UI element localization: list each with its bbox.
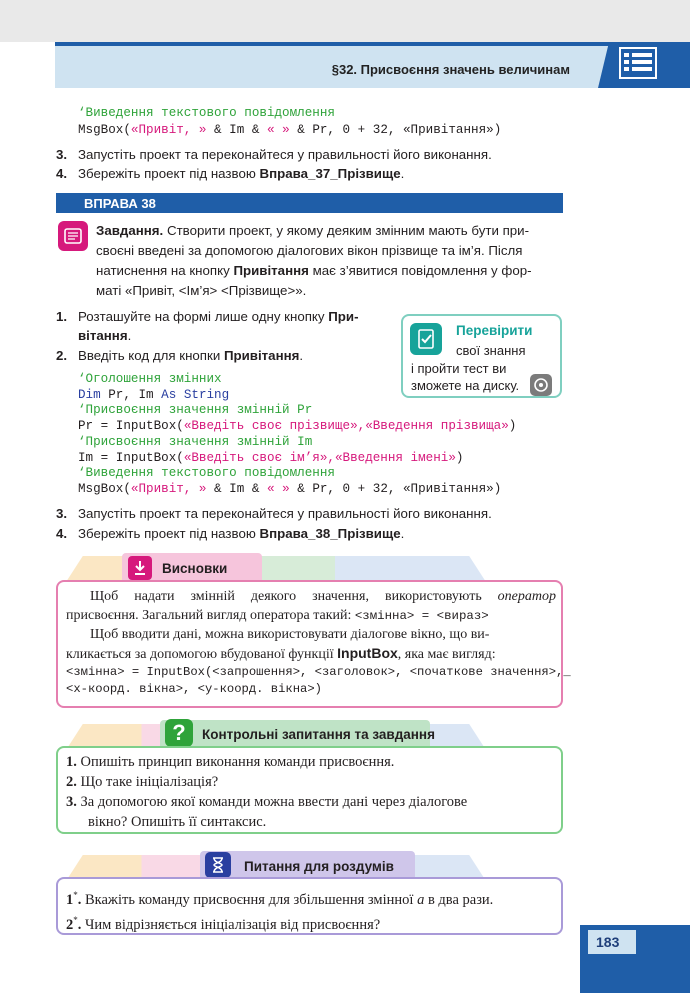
code-pr: Pr = InputBox(«Введіть своє прізвище»,«Введення прізвища») — [78, 419, 517, 433]
control-title: Контрольні запитання та завдання — [202, 727, 435, 742]
task-icon — [58, 221, 88, 251]
download-icon — [128, 556, 152, 580]
reflection-list — [66, 885, 556, 935]
reflection-item-1: 1*. Вкажіть команду присвоєння для збільшення змінної a в два рази. — [66, 890, 494, 908]
code-dim: Dim Pr, Im As String — [78, 388, 230, 402]
question-icon: ? — [165, 719, 193, 747]
control-item-1: 1. Опишіть принцип виконання команди присвоєння. — [66, 754, 395, 770]
exercise-title: ВПРАВА 38 — [84, 196, 156, 211]
reflection-title: Питання для роздумів — [244, 859, 394, 874]
reflection-item-2: 2*. Чим відрізняється ініціалізація від присвоєння? — [66, 914, 381, 933]
check-title: Перевірити — [456, 323, 533, 338]
check-line-2: і пройти тест ви — [411, 361, 507, 376]
check-icon — [410, 323, 442, 355]
disk-icon — [530, 374, 552, 396]
task-text: Завдання. Створити проект, у якому деяким змінним мають бути при- своєні введені за допомогою діалогових вікон прізвище та ім’я. Після натиснення на кнопку Привітання має з’явитися повідомлення у фор- маті «Привіт, <Ім’я> <Прізвище>». — [96, 223, 532, 298]
top-code-line: MsgBox(«Привіт, » & Im & « » & Pr, 0 + 32, «Привітання») — [78, 123, 502, 137]
code-comment-3: ‘Присвоєння значення змінній Im — [78, 435, 313, 449]
header-accent-line — [55, 42, 610, 46]
header-title: §32. Присвоєння значень величинам — [331, 62, 570, 77]
code-comment-1: ‘Оголошення змінних — [78, 372, 222, 386]
conclusions-body: Щоб надати змінній деякого значення, використовують оператор присвоєння. Загальний вигляд оператора такий: <змінна> = <вираз> Щоб вводити дані, можна використовувати діалогове вікно, що ви- кликається за допомогою вбудованої функції InputBox, яка має вигляд: <змінна> = InputBox(<запрошення>, <заголовок>, <початкове значення>,_ <x-коорд. вікна>, <y-коорд. вікна>) — [66, 589, 571, 696]
control-item-3: 3. За допомогою якої команди можна ввести дані через діалогове вікно? Опишіть її синтаксис. — [66, 794, 468, 830]
header-band — [0, 0, 690, 42]
control-item-2: 2. Що таке ініціалізація? — [66, 774, 219, 790]
top-code-comment: ‘Виведення текстового повідомлення — [78, 106, 335, 120]
control-list — [66, 752, 556, 832]
code-msgbox: MsgBox(«Привіт, » & Im & « » & Pr, 0 + 32, «Привітання») — [78, 482, 502, 496]
check-line-1: свої знання — [456, 343, 526, 358]
check-line-3: зможете на диску. — [411, 378, 520, 393]
code-im: Im = InputBox(«Введіть своє ім’я»,«Введення імені») — [78, 451, 464, 465]
code-comment-2: ‘Присвоєння значення змінній Pr — [78, 403, 313, 417]
page-number: 183 — [596, 934, 620, 950]
conclusions-title: Висновки — [162, 561, 228, 576]
hourglass-icon — [205, 852, 231, 878]
table-icon — [618, 46, 658, 80]
code-comment-4: ‘Виведення текстового повідомлення — [78, 466, 335, 480]
